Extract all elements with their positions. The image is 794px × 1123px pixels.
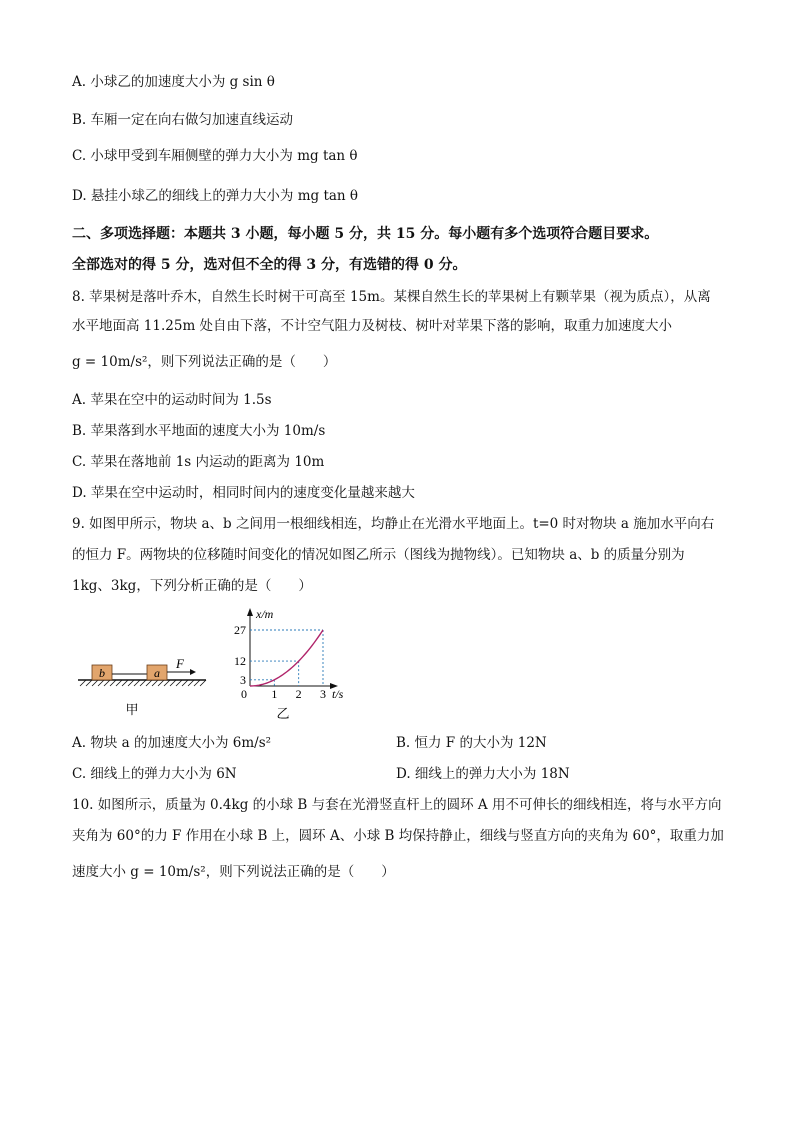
x-tick-label-0: 0: [241, 687, 247, 701]
q8-option-a: A. 苹果在空中的运动时间为 1.5s: [72, 392, 272, 408]
figure-yi-caption: 乙: [276, 707, 290, 722]
q10-stem-line3: 速度大小 g = 10m/s²，则下列说法正确的是（ ）: [72, 864, 395, 880]
prev-option-b: B. 车厢一定在向右做匀加速直线运动: [72, 112, 294, 128]
figure-jia: [72, 650, 212, 722]
q9-option-a: A. 物块 a 的加速度大小为 6m/s²: [72, 735, 272, 751]
y-tick-label-27: 27: [234, 623, 246, 637]
y-tick-label-3: 3: [240, 672, 246, 687]
y-axis-arrowhead: [247, 608, 253, 616]
q10-stem-line2: 夹角为 60°的力 F 作用在小球 B 上，圆环 A、小球 B 均保持静止，细线与竖直方向的夹角为 60°，取重力加: [72, 828, 724, 844]
series-line-x-vs-t: [250, 630, 323, 686]
q9-option-b: B. 恒力 F 的大小为 12N: [396, 735, 547, 751]
figure-jia-caption: 甲: [125, 703, 139, 718]
x-tick-label-3: 3: [320, 687, 326, 701]
q9-stem-line1: 9. 如图甲所示，物块 a、b 之间用一根细线相连，均静止在光滑水平地面上。t=0 时对物块 a 施加水平向右: [72, 516, 715, 532]
block-b-label: b: [99, 666, 105, 680]
q8-option-c: C. 苹果在落地前 1s 内运动的距离为 10m: [72, 454, 325, 470]
q8-option-d: D. 苹果在空中运动时，相同时间内的速度变化量越来越大: [72, 485, 415, 501]
q8-stem-line1: 8. 苹果树是落叶乔木，自然生长时树干可高至 15m。某棵自然生长的苹果树上有颗苹果（视为质点），从离: [72, 289, 711, 305]
y-axis-label: x/m: [256, 607, 274, 621]
prev-option-c: C. 小球甲受到车厢侧壁的弹力大小为 mg tan θ: [72, 148, 358, 164]
prev-option-a: A. 小球乙的加速度大小为 g sin θ: [72, 74, 275, 90]
section2-heading-line2: 全部选对的得 5 分，选对但不全的得 3 分，有选错的得 0 分。: [72, 257, 467, 273]
q9-stem-line2: 的恒力 F。两物块的位移随时间变化的情况如图乙所示（图线为抛物线）。已知物块 a、b 的质量分别为: [72, 547, 685, 563]
figure-yi-chart: [228, 600, 358, 724]
force-arrowhead: [190, 669, 196, 675]
y-tick-label-12: 12: [234, 654, 246, 669]
q8-option-b: B. 苹果落到水平地面的速度大小为 10m/s: [72, 423, 326, 439]
x-tick-label-1: 1: [271, 687, 278, 701]
q9-option-d: D. 细线上的弹力大小为 18N: [396, 766, 570, 782]
prev-option-d: D. 悬挂小球乙的细线上的弹力大小为 mg tan θ: [72, 188, 359, 204]
q9-stem-line3: 1kg、3kg，下列分析正确的是（ ）: [72, 578, 312, 594]
x-tick-label-2: 2: [295, 687, 302, 701]
q8-stem-line3: g = 10m/s²，则下列说法正确的是（ ）: [72, 354, 337, 370]
q8-stem-line2: 水平地面高 11.25m 处自由下落，不计空气阻力及树枝、树叶对苹果下落的影响，取重力加速度大小: [72, 318, 673, 334]
block-a-label: a: [154, 666, 160, 680]
q9-option-c: C. 细线上的弹力大小为 6N: [72, 766, 237, 782]
ground-hatch: [80, 680, 206, 686]
section2-heading-line1: 二、多项选择题：本题共 3 小题，每小题 5 分，共 15 分。每小题有多个选项符合题目要求。: [72, 226, 659, 242]
q10-stem-line1: 10. 如图所示，质量为 0.4kg 的小球 B 与套在光滑竖直杆上的圆环 A 用不可伸长的细线相连，将与水平方向: [72, 797, 722, 813]
force-label: F: [176, 656, 184, 671]
x-axis-label: t/s: [332, 687, 344, 701]
